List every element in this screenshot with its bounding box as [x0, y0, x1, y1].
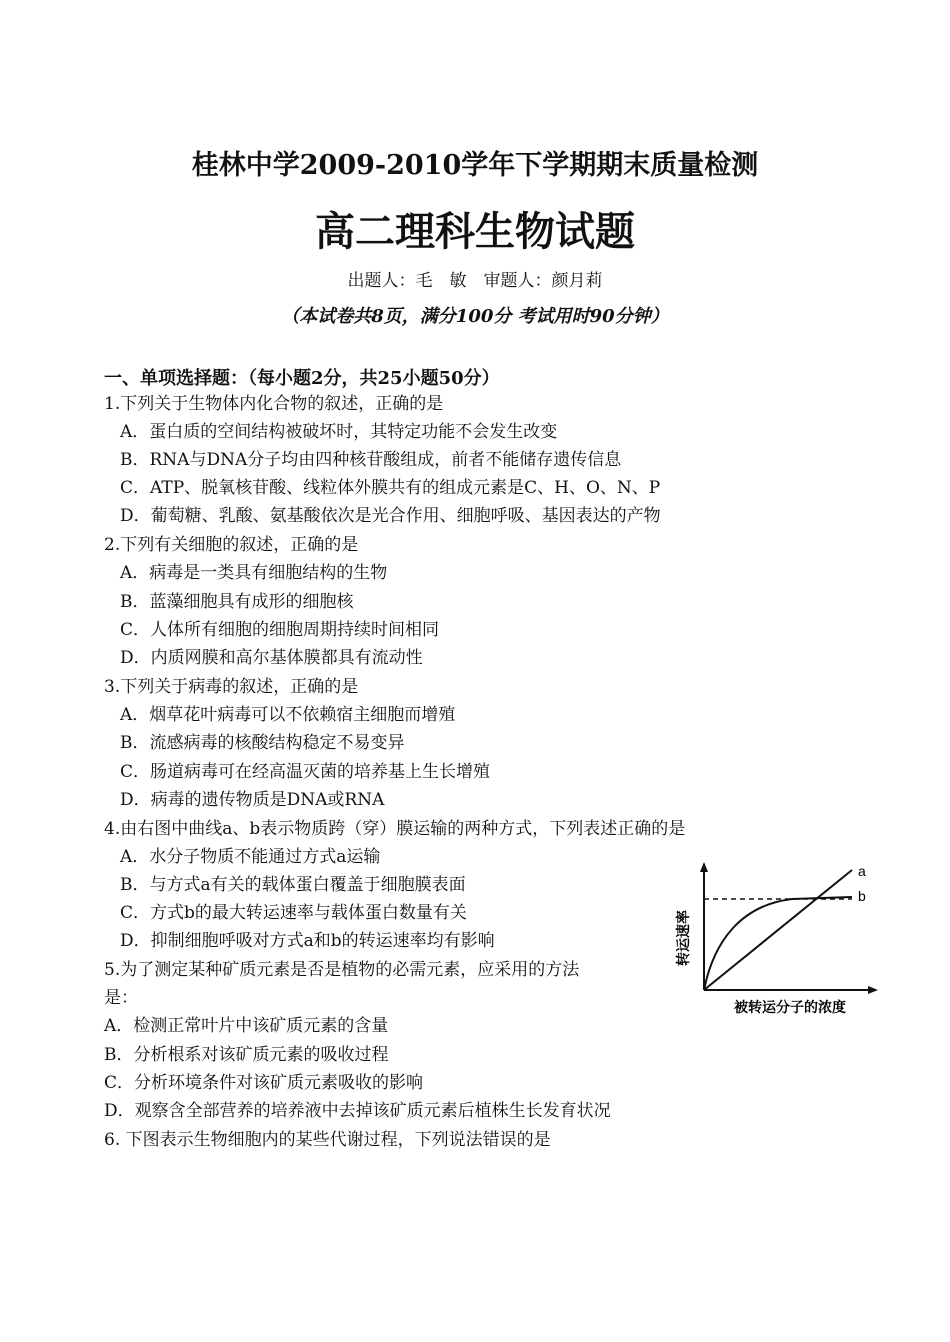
question-2-option-b: B．蓝藻细胞具有成形的细胞核	[120, 592, 354, 612]
question-1-option-c: C．ATP、脱氧核苷酸、线粒体外膜共有的组成元素是C、H、O、N、P	[120, 478, 661, 498]
question-2-option-d: D．内质网膜和高尔基体膜都具有流动性	[120, 648, 423, 668]
question-5-option-d: D．观察含全部营养的培养液中去掉该矿质元素后植株生长发育状况	[104, 1101, 611, 1121]
question-1-option-a: A．蛋白质的空间结构被破坏时，其特定功能不会发生改变	[120, 422, 558, 442]
school-title: 桂林中学2009-2010学年下学期期末质量检测	[191, 150, 759, 181]
question-3-stem: 3.下列关于病毒的叙述，正确的是	[104, 677, 359, 697]
question-2-stem: 2.下列有关细胞的叙述，正确的是	[104, 535, 359, 555]
y-axis-arrow	[700, 862, 708, 872]
question-5-option-a: A．检测正常叶片中该矿质元素的含量	[104, 1016, 389, 1036]
question-5-stem: 5.为了测定某种矿质元素是否是植物的必需元素，应采用的方法	[104, 960, 580, 980]
transport-rate-diagram	[672, 860, 882, 1020]
exam-info: （本试卷共8页，满分100分 考试用时90分钟）	[281, 306, 669, 327]
question-4-stem: 4.由右图中曲线a、b表示物质跨（穿）膜运输的两种方式，下列表述正确的是	[104, 819, 686, 839]
question-2-option-c: C．人体所有细胞的细胞周期持续时间相同	[120, 620, 440, 640]
curve-a	[704, 870, 852, 990]
question-1-stem: 1.下列关于生物体内化合物的叙述，正确的是	[104, 394, 444, 414]
question-3-option-d: D．病毒的遗传物质是DNA或RNA	[120, 790, 385, 810]
question-5-stem-continued: 是：	[104, 988, 138, 1008]
transport-rate-figure	[672, 860, 882, 1020]
x-axis-label: 被转运分子的浓度	[734, 1000, 846, 1016]
question-3-option-c: C．肠道病毒可在经高温灭菌的培养基上生长增殖	[120, 762, 491, 782]
question-1-option-b: B．RNA与DNA分子均由四种核苷酸组成，前者不能储存遗传信息	[120, 450, 622, 470]
x-axis-arrow	[868, 986, 878, 994]
curve-a-label: a	[858, 863, 866, 879]
section-heading: 一、单项选择题：（每小题2分，共25小题50分）	[104, 368, 500, 389]
question-3-option-a: A．烟草花叶病毒可以不依赖宿主细胞而增殖	[120, 705, 456, 725]
question-4-option-a: A．水分子物质不能通过方式a运输	[120, 847, 381, 867]
question-2-option-a: A．病毒是一类具有细胞结构的生物	[120, 563, 388, 583]
question-5-option-b: B．分析根系对该矿质元素的吸收过程	[104, 1045, 389, 1065]
authors-line: 出题人：毛 敏 审题人：颜月莉	[347, 271, 603, 291]
y-axis-label: 转运速率	[676, 910, 692, 966]
curve-b-label: b	[858, 888, 866, 904]
question-4-option-d: D．抑制细胞呼吸对方式a和b的转运速率均有影响	[120, 931, 495, 951]
question-4-option-b: B．与方式a有关的载体蛋白覆盖于细胞膜表面	[120, 875, 466, 895]
question-3-option-b: B．流感病毒的核酸结构稳定不易变异	[120, 733, 405, 753]
question-6-stem: 6. 下图表示生物细胞内的某些代谢过程，下列说法错误的是	[104, 1130, 551, 1150]
question-1-option-d: D．葡萄糖、乳酸、氨基酸依次是光合作用、细胞呼吸、基因表达的产物	[120, 506, 661, 526]
question-4-option-c: C．方式b的最大转运速率与载体蛋白数量有关	[120, 903, 467, 923]
question-5-option-c: C．分析环境条件对该矿质元素吸收的影响	[104, 1073, 424, 1093]
curve-b	[704, 897, 852, 990]
exam-title: 高二理科生物试题	[315, 208, 635, 255]
